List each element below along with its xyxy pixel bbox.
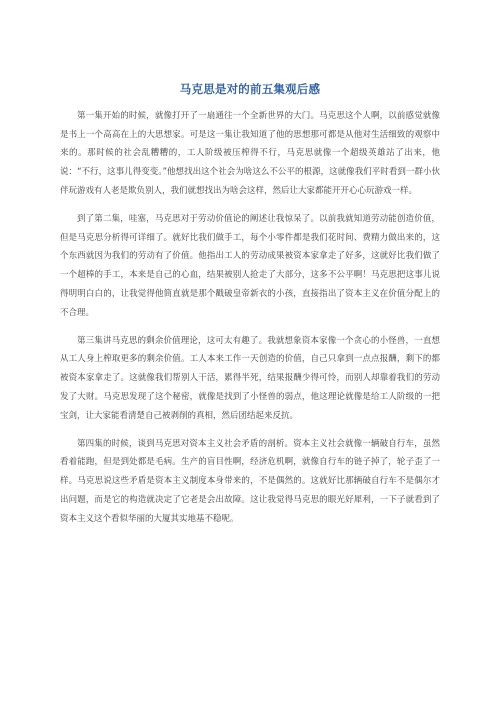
paragraph-4: 第四集的时候，谈到马克思对资本主义社会矛盾的剖析。资本主义社会就像一辆破自行车，虽然看着能跑，但是到处都是毛病。生产的盲目性啊，经济危机啊，就像自行车的链子掉了，轮子歪了一样。马克思说这些矛盾是资本主义制度本身带来的，不是偶然的。这就好比那辆破自行车不是偶尔才出问题，而是它的构造就决定了它老是会出故障。这让我觉得马克思的眼光好犀利，一下子就看到了资本主义这个看似华丽的大厦其实地基不稳呢。 [60,438,440,524]
document-body [60,107,440,528]
paragraph-2: 到了第二集，哇塞，马克思对于劳动价值论的阐述让我惊呆了。以前我就知道劳动能创造价值，但是马克思分析得可详细了。就好比我们做手工，每个小零件都是我们花时间、费精力做出来的，这个东西就因为我们的劳动有了价值。他指出工人的劳动成果被资本家拿走了好多，这就好比我们做了一个超棒的手工，本来是自己的心血，结果被别人抢走了大部分，这多不公平啊！马克思把这事儿说得明明白白的，让我觉得他简直就是那个戳破皇帝新衣的小孩，直接指出了资本主义在价值分配上的不合理。 [60,214,440,318]
paragraph-1: 第一集开始的时候，就像打开了一扇通往一个全新世界的大门。马克思这个人啊，以前感觉就像是书上一个高高在上的大思想家。可是这一集让我知道了他的思想那可都是从他对生活细致的观察中来的。那时候的社会乱糟糟的，工人阶级被压榨得不行，马克思就像一个超级英雄站了出来，他说：“不行，这事儿得变变。”他想找出这个社会为啥这么不公平的根源，这就像我们平时看到一群小伙伴玩游戏有人老是欺负别人，我们就想找出为啥会这样，然后让大家都能开开心心玩游戏一样。 [60,111,440,196]
document-title: 马克思是对的前五集观后感 [179,82,321,96]
paragraph-3: 第三集讲马克思的剩余价值理论，这可太有趣了。我就想象资本家像一个贪心的小怪兽，一直想从工人身上榨取更多的剩余价值。工人本来工作一天创造的价值，自己只拿到一点点报酬，剩下的都被资本家拿走了。这就像我们帮别人干活，累得半死，结果报酬少得可怜，而别人却靠着我们的劳动发了大财。马克思发现了这个秘密，就像是找到了小怪兽的弱点，他这理论就像是给工人阶级的一把宝剑，让大家能看清楚自己被剥削的真相，然后团结起来反抗。 [60,335,440,421]
